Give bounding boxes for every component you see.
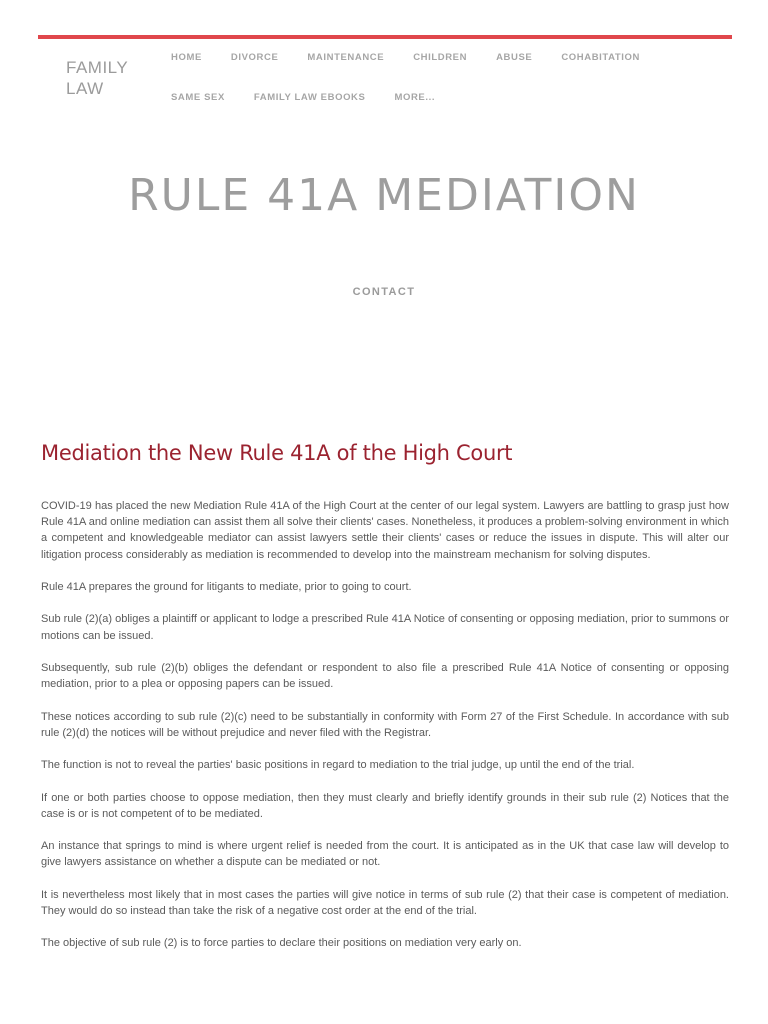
article-paragraph-4: Subsequently, sub rule (2)(b) obliges the defendant or respondent to also file a prescribed Rule 41A Notice of consenting or opposing mediation, prior to a plea or opposing papers can be issued. [41, 661, 729, 691]
nav-item-more[interactable]: MORE... [394, 92, 436, 103]
nav-item-children[interactable]: CHILDREN [413, 52, 468, 63]
article-heading: Mediation the New Rule 41A of the High Court [41, 441, 513, 465]
article-paragraph-6: The function is not to reveal the parties' basic positions in regard to mediation to the trial judge, up until the end of the trial. [41, 759, 635, 772]
nav-item-maintenance[interactable]: MAINTENANCE [307, 52, 385, 63]
article-paragraph-9: It is nevertheless most likely that in most cases the parties will give notice in terms of sub rule (2) that their case is competent of mediation. They would do so instead than take the risk of a negative cost order at the end of the trial. [41, 888, 729, 917]
brand-line-1: FAMILY [66, 58, 129, 77]
article-paragraph-2: Rule 41A prepares the ground for litigants to mediate, prior to going to court. [41, 581, 412, 593]
article-paragraph-8: An instance that springs to mind is where urgent relief is needed from the court. It is anticipated as in the UK that case law will develop to give lawyers assistance on whether a dispute can be mediated or not. [41, 840, 729, 869]
site-logo-link[interactable] [66, 57, 156, 99]
brand-line-2: LAW [66, 79, 104, 98]
nav-item-divorce[interactable]: DIVORCE [230, 52, 279, 63]
article-content [41, 436, 729, 968]
nav-item-same-sex[interactable]: SAME SEX [171, 92, 225, 103]
top-accent-bar [38, 35, 732, 39]
page-title: RULE 41A MEDIATION [128, 170, 640, 221]
contact-button[interactable]: CONTACT [352, 286, 416, 298]
nav-item-home[interactable]: HOME [171, 52, 202, 63]
main-navigation [171, 40, 691, 120]
article-paragraph-10: The objective of sub rule (2) is to force parties to declare their positions on mediation very early on. [41, 937, 522, 950]
article-paragraph-3: Sub rule (2)(a) obliges a plaintiff or applicant to lodge a prescribed Rule 41A Notice of consenting or opposing mediation, prior to summons or motions can be issued. [41, 613, 729, 642]
article-paragraph-1: COVID-19 has placed the new Mediation Rule 41A of the High Court at the center of our legal system. Lawyers are battling to grasp just how Rule 41A and online mediation can assist them all solve their clients' cases. Nonetheless, it produces a problem-solving environment in which a competent and knowledgeable mediator can assist lawyers settle their clients' cases or reduce the issues in dispute. This will alter our litigation process considerably as mediation is recommended to develop into the mainstream mechanism for solving disputes. [41, 500, 729, 561]
article-paragraph-5: These notices according to sub rule (2)(c) need to be substantially in conformity with Form 27 of the First Schedule. In accordance with sub rule (2)(d) the notices will be without prejudice and never filed with the Registrar. [41, 710, 729, 739]
article-paragraph-7: If one or both parties choose to oppose mediation, then they must clearly and briefly identify grounds in their sub rule (2) Notices that the case is or is not competent of to be mediated. [41, 791, 729, 820]
nav-item-cohabitation[interactable]: COHABITATION [561, 52, 640, 63]
nav-item-abuse[interactable]: ABUSE [496, 52, 533, 63]
nav-item-family-law-ebooks[interactable]: FAMILY LAW EBOOKS [253, 92, 366, 103]
